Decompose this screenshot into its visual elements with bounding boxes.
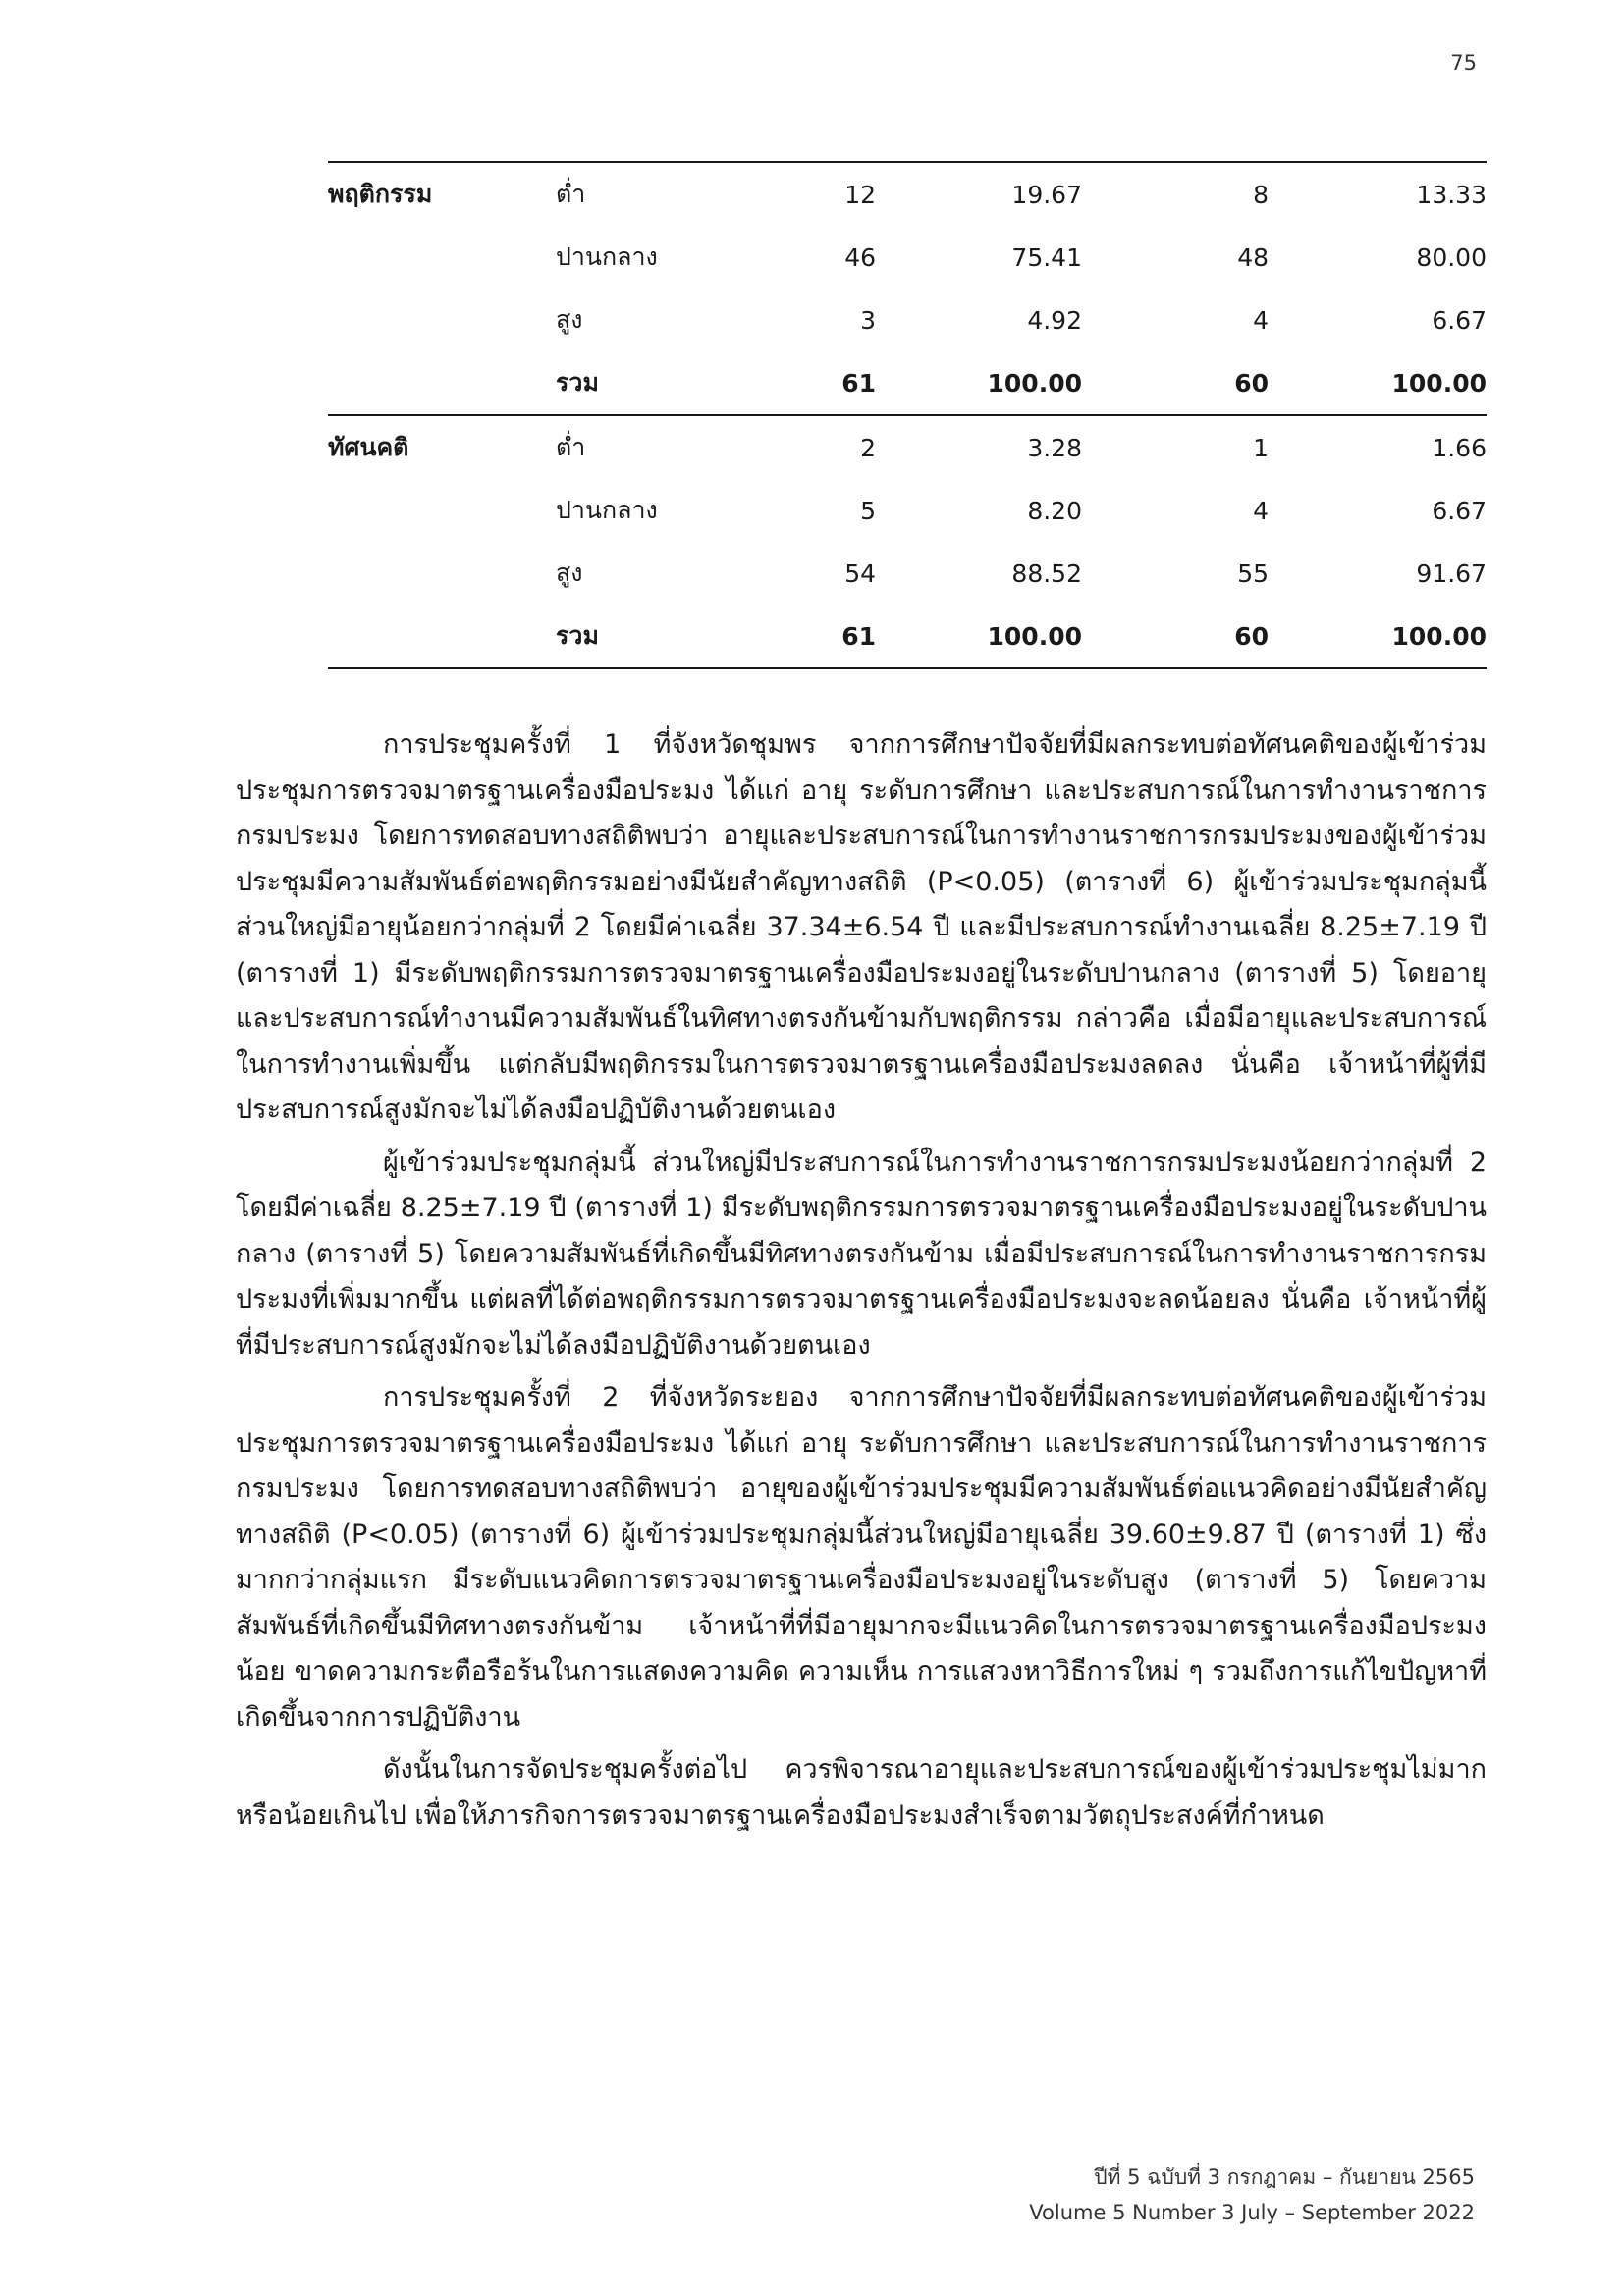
level-cell: ปานกลาง <box>556 242 658 271</box>
count-cell: 4 <box>1253 496 1269 525</box>
level-cell: สูง <box>556 305 583 334</box>
level-cell: ต่ำ <box>556 415 766 479</box>
percent-cell: 100.00 <box>876 605 1082 668</box>
level-cell: ปานกลาง <box>556 496 658 524</box>
footer-english: Volume 5 Number 3 July – September 2022 <box>1029 2201 1475 2224</box>
paragraph: การประชุมครั้งที่ 2 ที่จังหวัดระยอง จากการศึกษาปัจจัยที่มีผลกระทบต่อทัศนคติของผู้เข้าร่วมประชุมการตรวจมาตรฐานเครื่องมือประมง ได้แก่ อายุ ระดับการศึกษา และประสบการณ์ในการทำงานราชการกรมประมง โดยการทดสอบทางสถิติพบว่า อายุของผู้เข้าร่วมประชุมมีความสัมพันธ์ต่อแนวคิดอย่างมีนัยสำคัญทางสถิติ (P<0.05) (ตารางที่ 6) ผู้เข้าร่วมประชุมกลุ่มนี้ส่วนใหญ่มีอายุเฉลี่ย 39.60±9.87 ปี (ตารางที่ 1) ซึ่งมากกว่ากลุ่มแรก มีระดับแนวคิดการตรวจมาตรฐานเครื่องมือประมงอยู่ในระดับสูง (ตารางที่ 5) โดยความสัมพันธ์ที่เกิดขึ้นมีทิศทางตรงกันข้าม เจ้าหน้าที่ที่มีอายุมากจะมีแนวคิดในการตรวจมาตรฐานเครื่องมือประมงน้อย ขาดความกระตือรือร้นในการแสดงความคิด ความเห็น การแสวงหาวิธีการใหม่ ๆ รวมถึงการแก้ไขปัญหาที่เกิดขึ้นจากการปฏิบัติงาน <box>236 1382 1487 1733</box>
count-cell: 2 <box>766 415 876 479</box>
page-number: 75 <box>1450 51 1477 75</box>
count-cell: 5 <box>860 496 876 525</box>
table-row <box>328 162 1487 226</box>
count-cell: 55 <box>1237 559 1269 588</box>
percent-cell: 8.20 <box>1027 496 1082 525</box>
count-cell: 1 <box>1082 415 1269 479</box>
table-row <box>328 479 1487 542</box>
count-cell: 60 <box>1082 605 1269 668</box>
percent-cell: 6.67 <box>1432 305 1487 335</box>
paragraph: การประชุมครั้งที่ 1 ที่จังหวัดชุมพร จากการศึกษาปัจจัยที่มีผลกระทบต่อทัศนคติของผู้เข้าร่วมประชุมการตรวจมาตรฐานเครื่องมือประมง ได้แก่ อายุ ระดับการศึกษา และประสบการณ์ในการทำงานราชการกรมประมง โดยการทดสอบทางสถิติพบว่า อายุและประสบการณ์ในการทำงานราชการกรมประมงของผู้เข้าร่วมประชุมมีความสัมพันธ์ต่อพฤติกรรมอย่างมีนัยสำคัญทางสถิติ (P<0.05) (ตารางที่ 6) ผู้เข้าร่วมประชุมกลุ่มนี้ ส่วนใหญ่มีอายุน้อยกว่ากลุ่มที่ 2 โดยมีค่าเฉลี่ย 37.34±6.54 ปี และมีประสบการณ์ทำงานเฉลี่ย 8.25±7.19 ปี (ตารางที่ 1) มีระดับพฤติกรรมการตรวจมาตรฐานเครื่องมือประมงอยู่ในระดับปานกลาง (ตารางที่ 5) โดยอายุและประสบการณ์ทำงานมีความสัมพันธ์ในทิศทางตรงกันข้ามกับพฤติกรรม กล่าวคือ เมื่อมีอายุและประสบการณ์ในการทำงานเพิ่มขึ้น แต่กลับมีพฤติกรรมในการตรวจมาตรฐานเครื่องมือประมงลดลง นั่นคือ เจ้าหน้าที่ผู้ที่มีประสบการณ์สูงมักจะไม่ได้ลงมือปฏิบัติงานด้วยตนเอง <box>236 729 1487 1125</box>
count-cell: 61 <box>841 368 876 398</box>
percent-cell: 100.00 <box>987 368 1082 398</box>
table-row <box>328 226 1487 289</box>
count-cell: 12 <box>766 162 876 226</box>
table-row <box>328 542 1487 605</box>
group-label: ทัศนคติ <box>328 415 556 479</box>
total-label: รวม <box>556 368 599 397</box>
paragraph: ผู้เข้าร่วมประชุมกลุ่มนี้ ส่วนใหญ่มีประสบการณ์ในการทำงานราชการกรมประมงน้อยกว่ากลุ่มที่ 2 โดยมีค่าเฉลี่ย 8.25±7.19 ปี (ตารางที่ 1) มีระดับพฤติกรรมการตรวจมาตรฐานเครื่องมือประมงอยู่ในระดับปานกลาง (ตารางที่ 5) โดยความสัมพันธ์ที่เกิดขึ้นมีทิศทางตรงกันข้าม เมื่อมีประสบการณ์ในการทำงานราชการกรมประมงที่เพิ่มมากขึ้น แต่ผลที่ได้ต่อพฤติกรรมการตรวจมาตรฐานเครื่องมือประมงจะลดน้อยลง นั่นคือ เจ้าหน้าที่ผู้ที่มีประสบการณ์สูงมักจะไม่ได้ลงมือปฏิบัติงานด้วยตนเอง <box>236 1147 1487 1361</box>
table-total-row <box>328 351 1487 415</box>
percent-cell: 88.52 <box>1011 559 1082 588</box>
table-total-row <box>328 605 1487 668</box>
count-cell: 8 <box>1082 162 1269 226</box>
percent-cell: 91.67 <box>1416 559 1487 588</box>
group-label: พฤติกรรม <box>328 162 556 226</box>
percent-cell: 4.92 <box>1027 305 1082 335</box>
level-cell: ต่ำ <box>556 162 766 226</box>
results-table <box>328 161 1487 669</box>
percent-cell: 1.66 <box>1269 415 1487 479</box>
count-cell: 61 <box>766 605 876 668</box>
percent-cell: 100.00 <box>1269 605 1487 668</box>
body-text <box>236 722 1487 1845</box>
table-row <box>328 415 1487 479</box>
count-cell: 4 <box>1253 305 1269 335</box>
table-row <box>328 289 1487 351</box>
percent-cell: 3.28 <box>876 415 1082 479</box>
paragraph: ดังนั้นในการจัดประชุมครั้งต่อไป ควรพิจารณาอายุและประสบการณ์ของผู้เข้าร่วมประชุมไม่มากหรือน้อยเกินไป เพื่อให้ภารกิจการตรวจมาตรฐานเครื่องมือประมงสำเร็จตามวัตถุประสงค์ที่กำหนด <box>236 1754 1487 1831</box>
count-cell: 46 <box>844 242 876 272</box>
footer-thai: ปีที่ 5 ฉบับที่ 3 กรกฎาคม – กันยายน 2565 <box>1094 2165 1475 2189</box>
percent-cell: 75.41 <box>1011 242 1082 272</box>
total-label: รวม <box>556 605 766 668</box>
percent-cell: 6.67 <box>1432 496 1487 525</box>
count-cell: 60 <box>1234 368 1269 398</box>
count-cell: 3 <box>860 305 876 335</box>
percent-cell: 100.00 <box>1391 368 1487 398</box>
level-cell: สูง <box>556 559 583 587</box>
count-cell: 54 <box>844 559 876 588</box>
count-cell: 48 <box>1237 242 1269 272</box>
journal-footer <box>1029 2160 1475 2230</box>
percent-cell: 13.33 <box>1269 162 1487 226</box>
percent-cell: 19.67 <box>876 162 1082 226</box>
percent-cell: 80.00 <box>1416 242 1487 272</box>
